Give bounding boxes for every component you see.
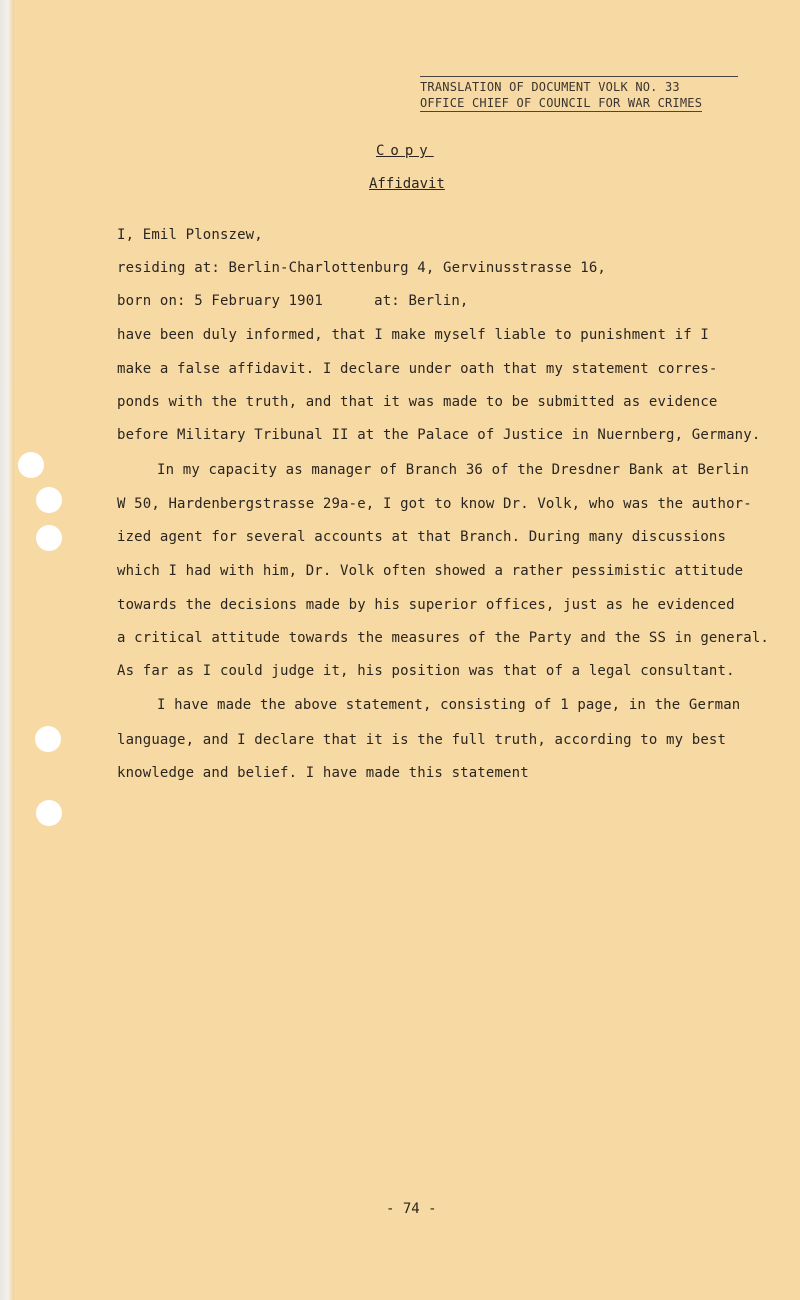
body-line: make a false affidavit. I declare under oath that my statement corres- <box>117 361 718 377</box>
punch-hole <box>36 800 62 826</box>
body-line: a critical attitude towards the measures of the Party and the SS in general. <box>117 630 769 646</box>
body-line: which I had with him, Dr. Volk often showed a rather pessimistic attitude <box>117 563 744 579</box>
paper-edge <box>0 0 14 1300</box>
page-number: - 74 - <box>386 1201 437 1217</box>
body-line: W 50, Hardenbergstrasse 29a-e, I got to know Dr. Volk, who was the author- <box>117 496 752 512</box>
punch-hole <box>35 726 61 752</box>
body-line: knowledge and belief. I have made this statement <box>117 765 529 781</box>
body-line: I have made the above statement, consisting of 1 page, in the German <box>157 697 741 713</box>
header-rule <box>420 76 738 77</box>
residing-value: Berlin-Charlottenburg 4, Gervinusstrasse 16, <box>228 260 607 276</box>
punch-hole <box>36 525 62 551</box>
residing-label: residing at: <box>117 260 220 276</box>
punch-hole <box>18 452 44 478</box>
born-label: born on: <box>117 293 186 309</box>
residence-line <box>117 260 606 276</box>
body-line: ponds with the truth, and that it was made to be submitted as evidence <box>117 394 718 410</box>
body-line: towards the decisions made by his superior offices, just as he evidenced <box>117 597 735 613</box>
body-line: ized agent for several accounts at that Branch. During many discussions <box>117 529 727 545</box>
body-line: have been duly informed, that I make myself liable to punishment if I <box>117 327 709 343</box>
body-line: before Military Tribunal II at the Palace of Justice in Nuernberg, Germany. <box>117 427 761 443</box>
born-value: 5 February 1901 <box>194 293 323 309</box>
body-line: In my capacity as manager of Branch 36 of the Dresdner Bank at Berlin <box>157 462 749 478</box>
affidavit-title: Affidavit <box>369 176 445 192</box>
header-line-1: TRANSLATION OF DOCUMENT VOLK NO. 33 <box>420 80 680 94</box>
document-header <box>420 76 738 112</box>
deponent-name: I, Emil Plonszew, <box>117 227 263 243</box>
punch-hole <box>36 487 62 513</box>
at-value: Berlin, <box>408 293 469 309</box>
birth-line <box>117 293 469 309</box>
body-line: language, and I declare that it is the full truth, according to my best <box>117 732 727 748</box>
at-label: at: <box>374 293 400 309</box>
body-line: As far as I could judge it, his position was that of a legal consultant. <box>117 663 735 679</box>
copy-title: Copy <box>376 143 434 159</box>
header-line-2: OFFICE CHIEF OF COUNCIL FOR WAR CRIMES <box>420 96 703 110</box>
